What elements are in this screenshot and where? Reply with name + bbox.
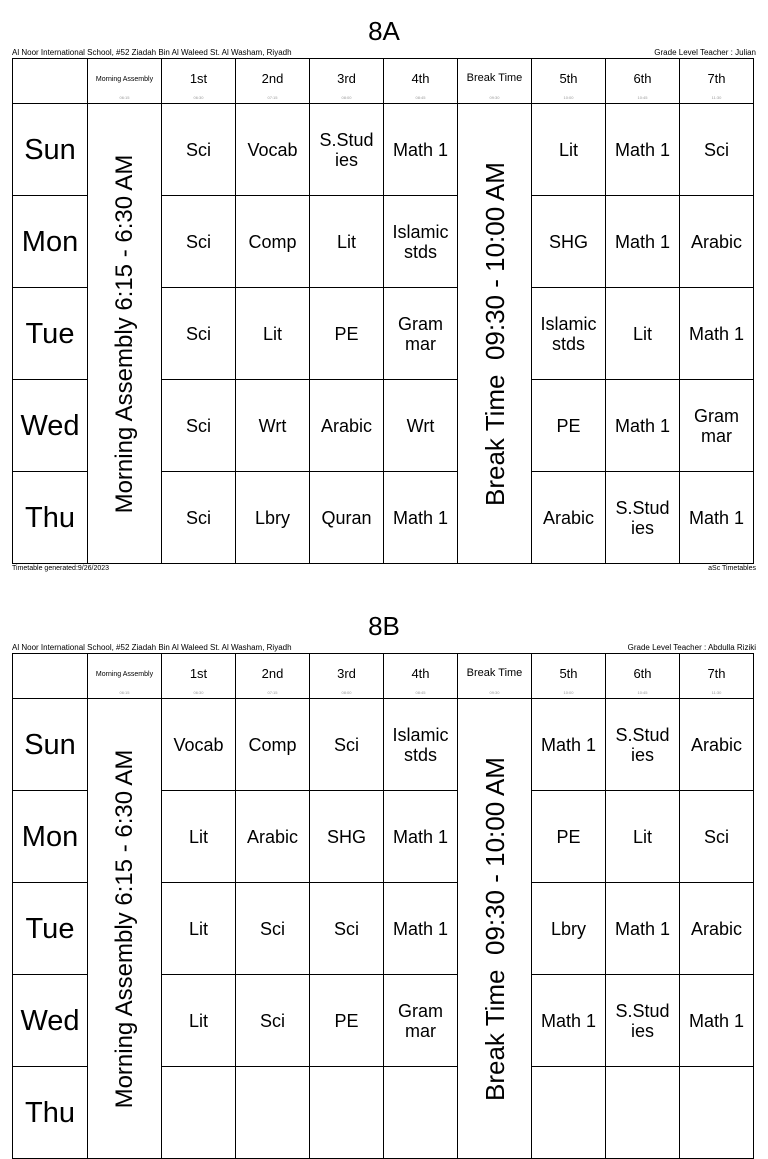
lesson-cell: Wrt — [236, 380, 310, 472]
lesson-cell: Math 1 — [384, 104, 458, 196]
day-label: Sun — [13, 699, 88, 791]
day-label: Wed — [13, 975, 88, 1067]
corner-cell — [13, 654, 88, 699]
period-time: 06:30 — [193, 95, 204, 100]
lesson-cell: Lit — [532, 104, 606, 196]
period-header — [606, 654, 680, 699]
period-time: 11:30 — [711, 690, 722, 695]
lesson-cell: Sci — [680, 791, 754, 883]
lesson-cell: Math 1 — [680, 975, 754, 1067]
day-label: Wed — [13, 380, 88, 472]
lesson-cell: PE — [532, 380, 606, 472]
period-label: 7th — [707, 70, 726, 86]
timetable-grid — [12, 653, 754, 1159]
day-label: Tue — [13, 883, 88, 975]
lesson-cell: Math 1 — [606, 104, 680, 196]
period-label: 6th — [633, 665, 652, 681]
period-label: 1st — [189, 70, 208, 86]
break-time-cell — [458, 699, 532, 1159]
period-label: Break Time — [466, 666, 523, 679]
lesson-cell: Arabic — [680, 699, 754, 791]
period-header — [458, 59, 532, 104]
break-time-text: Break Time 09:30 - 10:00 AM — [479, 756, 510, 1101]
lesson-cell: Lit — [236, 288, 310, 380]
period-time: 07:15 — [267, 690, 278, 695]
lesson-cell: Sci — [162, 380, 236, 472]
lesson-cell: Lit — [162, 975, 236, 1067]
period-header — [384, 654, 458, 699]
lesson-cell: Math 1 — [606, 883, 680, 975]
day-label: Thu — [13, 472, 88, 564]
period-header — [532, 654, 606, 699]
lesson-cell: Lit — [162, 883, 236, 975]
morning-assembly-text: Morning Assembly 6:15 - 6:30 AM — [110, 749, 138, 1108]
period-header — [236, 654, 310, 699]
day-label: Mon — [13, 791, 88, 883]
grade-level-teacher: Grade Level Teacher : Julian — [654, 48, 756, 57]
lesson-cell: Vocab — [162, 699, 236, 791]
break-time-cell — [458, 104, 532, 564]
class-title: 8A — [368, 16, 400, 46]
lesson-cell: Sci — [236, 883, 310, 975]
day-row — [13, 699, 754, 791]
lesson-cell: S.Stud ies — [310, 104, 384, 196]
period-label: 4th — [411, 665, 430, 681]
lesson-cell: Math 1 — [384, 472, 458, 564]
period-header — [458, 654, 532, 699]
morning-assembly-cell — [88, 104, 162, 564]
lesson-cell: Math 1 — [532, 975, 606, 1067]
period-time: 06:15 — [119, 95, 130, 100]
period-label: 2nd — [261, 70, 284, 86]
lesson-cell: SHG — [532, 196, 606, 288]
period-time: 08:45 — [415, 95, 426, 100]
period-time: 07:15 — [267, 95, 278, 100]
period-time: 09:30 — [489, 690, 500, 695]
day-label: Sun — [13, 104, 88, 196]
day-label: Tue — [13, 288, 88, 380]
generator-credit: aSc Timetables — [708, 565, 756, 572]
break-time-text: Break Time 09:30 - 10:00 AM — [479, 161, 510, 506]
period-label: 6th — [633, 70, 652, 86]
period-header — [606, 59, 680, 104]
lesson-cell — [310, 1067, 384, 1159]
timetable-section — [0, 607, 768, 1129]
lesson-cell: Comp — [236, 196, 310, 288]
lesson-cell — [532, 1067, 606, 1159]
lesson-cell — [606, 1067, 680, 1159]
period-label: Morning Assembly — [95, 670, 154, 678]
period-header — [162, 59, 236, 104]
period-header — [88, 59, 162, 104]
period-label: 5th — [559, 665, 578, 681]
period-header — [88, 654, 162, 699]
header-row — [13, 59, 754, 104]
lesson-cell: PE — [310, 288, 384, 380]
period-header — [680, 59, 754, 104]
lesson-cell: Sci — [310, 883, 384, 975]
school-name: Al Noor International School, #52 Ziadah Bin Al Waleed St. Al Washam, Riyadh — [12, 48, 292, 57]
day-label: Thu — [13, 1067, 88, 1159]
lesson-cell: SHG — [310, 791, 384, 883]
lesson-cell: Lbry — [532, 883, 606, 975]
lesson-cell: Math 1 — [680, 472, 754, 564]
period-time: 09:30 — [489, 95, 500, 100]
lesson-cell: Quran — [310, 472, 384, 564]
period-label: 5th — [559, 70, 578, 86]
period-header — [162, 654, 236, 699]
lesson-cell: Comp — [236, 699, 310, 791]
lesson-cell: Wrt — [384, 380, 458, 472]
lesson-cell: Lit — [606, 288, 680, 380]
period-header — [310, 59, 384, 104]
lesson-cell — [384, 1067, 458, 1159]
morning-assembly-text: Morning Assembly 6:15 - 6:30 AM — [110, 154, 138, 513]
lesson-cell — [236, 1067, 310, 1159]
lesson-cell: Sci — [236, 975, 310, 1067]
period-time: 10:00 — [563, 95, 574, 100]
period-time: 10:45 — [637, 690, 648, 695]
period-label: 1st — [189, 665, 208, 681]
lesson-cell: Gram mar — [384, 288, 458, 380]
period-label: 2nd — [261, 665, 284, 681]
period-label: 7th — [707, 665, 726, 681]
morning-assembly-cell — [88, 699, 162, 1159]
period-label: Break Time — [466, 71, 523, 84]
lesson-cell: Math 1 — [606, 196, 680, 288]
lesson-cell: Lbry — [236, 472, 310, 564]
period-header — [532, 59, 606, 104]
class-title: 8B — [368, 611, 400, 641]
lesson-cell: Vocab — [236, 104, 310, 196]
period-label: 3rd — [337, 665, 356, 681]
lesson-cell: Sci — [162, 472, 236, 564]
lesson-cell: PE — [310, 975, 384, 1067]
lesson-cell — [162, 1067, 236, 1159]
period-label: Morning Assembly — [95, 75, 154, 83]
lesson-cell: Arabic — [532, 472, 606, 564]
period-time: 10:45 — [637, 95, 648, 100]
timetable-grid — [12, 58, 754, 564]
lesson-cell: Sci — [162, 196, 236, 288]
lesson-cell: Sci — [310, 699, 384, 791]
corner-cell — [13, 59, 88, 104]
lesson-cell: Gram mar — [384, 975, 458, 1067]
lesson-cell: Islamic stds — [532, 288, 606, 380]
period-label: 3rd — [337, 70, 356, 86]
lesson-cell: Sci — [162, 104, 236, 196]
header-row — [13, 654, 754, 699]
timetable-section — [0, 12, 768, 587]
lesson-cell: Arabic — [680, 196, 754, 288]
lesson-cell: Islamic stds — [384, 699, 458, 791]
lesson-cell: Math 1 — [384, 883, 458, 975]
lesson-cell: Lit — [162, 791, 236, 883]
grade-level-teacher: Grade Level Teacher : Abdulla Riziki — [627, 643, 756, 652]
lesson-cell: Sci — [162, 288, 236, 380]
period-time: 06:15 — [119, 690, 130, 695]
period-time: 08:45 — [415, 690, 426, 695]
lesson-cell: Lit — [310, 196, 384, 288]
lesson-cell: Arabic — [236, 791, 310, 883]
generated-date: Timetable generated:9/26/2023 — [12, 565, 110, 572]
school-name: Al Noor International School, #52 Ziadah Bin Al Waleed St. Al Washam, Riyadh — [12, 643, 292, 652]
lesson-cell: Gram mar — [680, 380, 754, 472]
period-label: 4th — [411, 70, 430, 86]
lesson-cell: Arabic — [680, 883, 754, 975]
period-header — [310, 654, 384, 699]
lesson-cell: Math 1 — [384, 791, 458, 883]
period-time: 10:00 — [563, 690, 574, 695]
lesson-cell: S.Stud ies — [606, 699, 680, 791]
lesson-cell: S.Stud ies — [606, 975, 680, 1067]
period-time: 11:30 — [711, 95, 722, 100]
lesson-cell: Math 1 — [680, 288, 754, 380]
day-label: Mon — [13, 196, 88, 288]
lesson-cell: S.Stud ies — [606, 472, 680, 564]
lesson-cell — [680, 1067, 754, 1159]
period-header — [236, 59, 310, 104]
period-time: 06:30 — [193, 690, 204, 695]
period-header — [680, 654, 754, 699]
lesson-cell: Islamic stds — [384, 196, 458, 288]
period-time: 08:00 — [341, 95, 352, 100]
lesson-cell: Math 1 — [532, 699, 606, 791]
period-header — [384, 59, 458, 104]
period-time: 08:00 — [341, 690, 352, 695]
lesson-cell: Sci — [680, 104, 754, 196]
lesson-cell: PE — [532, 791, 606, 883]
lesson-cell: Arabic — [310, 380, 384, 472]
day-row — [13, 104, 754, 196]
lesson-cell: Lit — [606, 791, 680, 883]
lesson-cell: Math 1 — [606, 380, 680, 472]
